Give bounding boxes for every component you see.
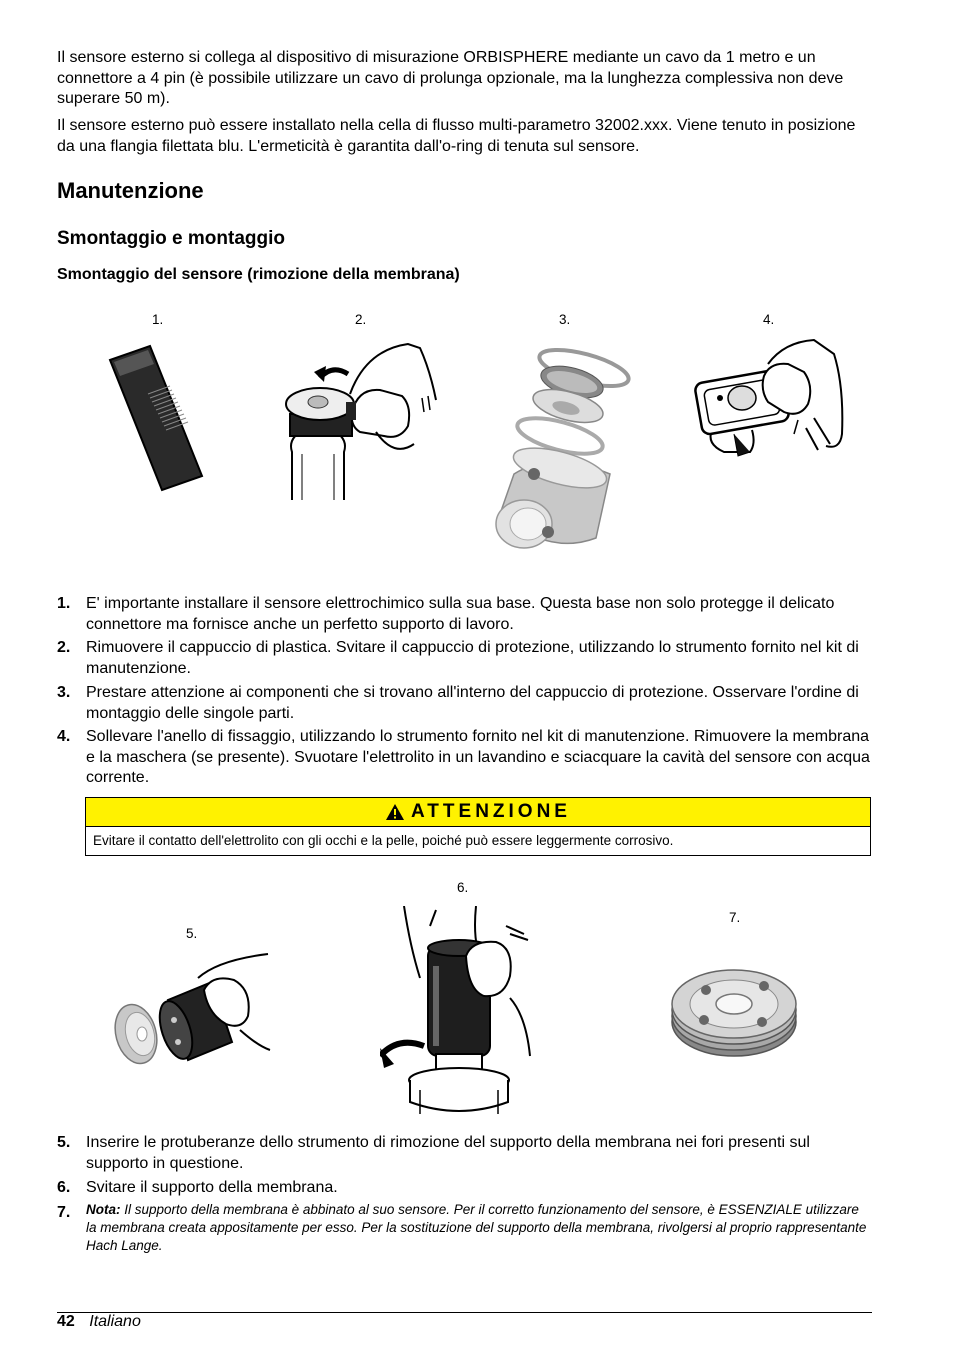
step-4 xyxy=(57,727,872,789)
step-number: 2. xyxy=(57,639,71,656)
page-number: 42 xyxy=(57,1313,75,1330)
warning-title: ATTENZIONE xyxy=(411,801,571,822)
intro-paragraph-1: Il sensore esterno si collega al dispositivo di misurazione ORBISPHERE mediante un cavo da 1 metro e un connettore a 4 pin (è possibile utilizzare un cavo di prolunga opzionale, ma la lunghezza complessiva non deve superare 50 m). xyxy=(57,49,844,107)
page-footer xyxy=(57,1313,141,1331)
figure-label-6: 6. xyxy=(457,880,469,895)
intro-paragraph-2: Il sensore esterno può essere installato nella cella di flusso multi-parametro 32002.xxx. Viene tenuto in posizione da una flangia filettata blu. L'ermeticità è garantita dall'o-ring di tenuta sul sensore. xyxy=(57,117,856,155)
warning-triangle-icon xyxy=(385,803,405,821)
procedure-heading: Smontaggio del sensore (rimozione della membrana) xyxy=(57,266,460,283)
warning-box xyxy=(85,797,871,856)
step-text: E' importante installare il sensore elettrochimico sulla sua base. Questa base non solo protegge il delicato connettore ma fornisce anche un perfetto supporto di lavoro. xyxy=(86,595,835,633)
step-3 xyxy=(57,683,872,724)
unscrew-cap-illustration xyxy=(280,340,440,502)
step-number: 6. xyxy=(57,1179,71,1196)
lift-ring-illustration xyxy=(694,334,846,462)
step-2 xyxy=(57,638,872,679)
footer-rule xyxy=(57,1312,872,1313)
step-number: 5. xyxy=(57,1134,71,1151)
subsection-heading: Smontaggio e montaggio xyxy=(57,228,285,249)
note-text: Il supporto della membrana è abbinato al suo sensore. Per il corretto funzionamento del sensore, è ESSENZIALE utilizzare la membrana creata appositamente per esso. Per la sostituzione del supporto della membrana, rivolgersi al proprio rappresentante Hach Lange. xyxy=(86,1202,867,1253)
step-text: Rimuovere il cappuccio di plastica. Svitare il cappuccio di protezione, utilizzando lo strumento fornito nel kit di manutenzione. xyxy=(86,639,859,677)
note-7 xyxy=(57,1201,872,1255)
step-5 xyxy=(57,1133,872,1174)
step-number: 1. xyxy=(57,595,71,612)
section-heading: Manutenzione xyxy=(57,178,204,203)
figure-label-5: 5. xyxy=(186,926,198,941)
figure-label-4: 4. xyxy=(763,312,775,327)
step-number: 4. xyxy=(57,728,71,745)
step-number: 7. xyxy=(57,1204,71,1221)
figure-label-2: 2. xyxy=(355,312,367,327)
figure-label-3: 3. xyxy=(559,312,571,327)
figure-label-7: 7. xyxy=(729,910,741,925)
step-1 xyxy=(57,594,872,635)
step-text: Prestare attenzione ai componenti che si trovano all'interno del cappuccio di protezione. Osservare l'ordine di montaggio delle singole parti. xyxy=(86,684,859,722)
step-text: Sollevare l'anello di fissaggio, utilizzando lo strumento fornito nel kit di manutenzione. Rimuovere la membrana e la maschera (se presente). Svuotare l'elettrolito in un lavandino e sciacquare la cavità del sensore con acqua corrente. xyxy=(86,728,870,786)
warning-header xyxy=(86,798,870,827)
cap-components-illustration xyxy=(488,342,638,554)
step-text: Svitare il supporto della membrana. xyxy=(86,1179,338,1196)
membrane-holder-illustration xyxy=(668,960,800,1060)
unscrew-holder-illustration xyxy=(380,906,542,1114)
step-text: Inserire le protuberanze dello strumento di rimozione del supporto della membrana nei fori presenti sul supporto in questione. xyxy=(86,1134,810,1172)
warning-text: Evitare il contatto dell'elettrolito con gli occhi e la pelle, poiché può essere leggermente corrosivo. xyxy=(93,833,674,848)
figure-label-1: 1. xyxy=(152,312,164,327)
tool-insert-illustration xyxy=(108,950,274,1070)
note-body xyxy=(86,1201,872,1255)
step-6 xyxy=(57,1178,872,1199)
footer-language: Italiano xyxy=(89,1313,141,1330)
sensor-base-illustration xyxy=(108,342,204,492)
step-number: 3. xyxy=(57,684,71,701)
note-label: Nota: xyxy=(86,1202,121,1217)
